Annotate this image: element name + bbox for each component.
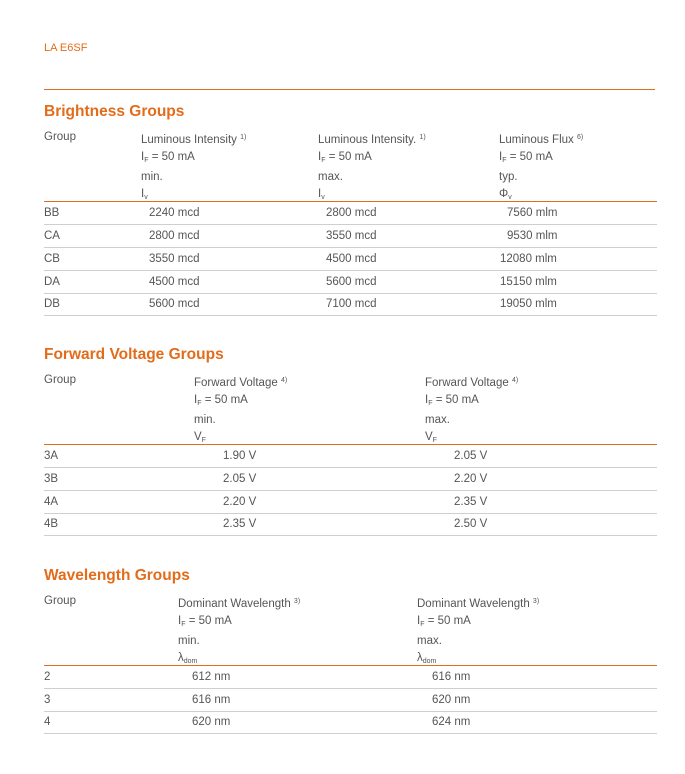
- typ-cell: 9530 mlm: [507, 230, 558, 242]
- min-cell: 616 nm: [192, 694, 231, 706]
- voltage-min-header: Forward Voltage $^{4)}$ $I_F = 50$ mA min. $V_F$: [194, 377, 288, 444]
- max-cell: 7100 mcd: [326, 298, 377, 310]
- table-row: [44, 225, 657, 248]
- flux-typ-header: Luminous Flux $^{6)}$ $I_F = 50$ mA typ. $\Phi_v$: [499, 134, 584, 201]
- group-cell: 2: [44, 671, 51, 683]
- min-cell: 2800 mcd: [149, 230, 200, 242]
- max-cell: 2.05 V: [454, 450, 488, 462]
- voltage-max-header: Forward Voltage $^{4)}$ $I_F = 50$ mA max. $V_F$: [425, 377, 519, 444]
- max-cell: 2800 mcd: [326, 207, 377, 219]
- intensity-min-header: Luminous Intensity $^{1)}$ $I_F = 50$ mA min. $I_v$: [141, 134, 247, 201]
- max-cell: 4500 mcd: [326, 253, 377, 265]
- group-cell: BB: [44, 207, 60, 219]
- wavelength-min-header: Dominant Wavelength $^{3)}$ $I_F = 50$ mA min. $\lambda_{dom}$: [178, 598, 301, 665]
- min-cell: 2240 mcd: [149, 207, 200, 219]
- group-header: Group: [44, 595, 76, 607]
- max-cell: 5600 mcd: [326, 276, 377, 288]
- max-cell: 616 nm: [432, 671, 471, 683]
- group-cell: CA: [44, 230, 60, 242]
- table-row: [44, 248, 657, 271]
- min-cell: 2.20 V: [223, 496, 257, 508]
- group-cell: 4: [44, 716, 51, 728]
- typ-cell: 15150 mlm: [500, 276, 557, 288]
- min-cell: 2.05 V: [223, 473, 257, 485]
- document-id: LA E6SF: [44, 42, 88, 54]
- max-cell: 3550 mcd: [326, 230, 377, 242]
- table-row: [44, 293, 657, 316]
- table-row: [44, 202, 657, 225]
- group-cell: 4A: [44, 496, 59, 508]
- group-cell: 3A: [44, 450, 59, 462]
- table-row: [44, 271, 657, 294]
- min-cell: 4500 mcd: [149, 276, 200, 288]
- brightness-header: [44, 129, 657, 199]
- group-header: Group: [44, 374, 76, 386]
- min-cell: 620 nm: [192, 716, 231, 728]
- max-cell: 624 nm: [432, 716, 471, 728]
- group-cell: DB: [44, 298, 60, 310]
- voltage-header: [44, 372, 657, 442]
- wavelength-header: [44, 593, 657, 663]
- brightness-section: [44, 103, 657, 310]
- table-row: [44, 491, 657, 514]
- table-row: [44, 689, 657, 712]
- voltage-title: Forward Voltage Groups: [44, 346, 224, 363]
- table-row: [44, 666, 657, 689]
- group-cell: 4B: [44, 518, 59, 530]
- voltage-section: [44, 346, 657, 530]
- table-row: [44, 468, 657, 491]
- table-row: [44, 445, 657, 468]
- intensity-max-header: Luminous Intensity. $^{1)}$ $I_F = 50$ mA max. $I_v$: [318, 134, 426, 201]
- min-cell: 2.35 V: [223, 518, 257, 530]
- group-cell: 3B: [44, 473, 59, 485]
- group-cell: CB: [44, 253, 60, 265]
- min-cell: 3550 mcd: [149, 253, 200, 265]
- wavelength-title: Wavelength Groups: [44, 567, 190, 584]
- table-row: [44, 711, 657, 734]
- min-cell: 5600 mcd: [149, 298, 200, 310]
- typ-cell: 12080 mlm: [500, 253, 557, 265]
- group-cell: DA: [44, 276, 60, 288]
- typ-cell: 7560 mlm: [507, 207, 558, 219]
- group-header: Group: [44, 131, 76, 143]
- wavelength-section: [44, 567, 657, 728]
- min-cell: 1.90 V: [223, 450, 257, 462]
- group-cell: 3: [44, 694, 51, 706]
- top-divider: [44, 89, 655, 90]
- max-cell: 620 nm: [432, 694, 471, 706]
- wavelength-max-header: Dominant Wavelength $^{3)}$ $I_F = 50$ mA max. $\lambda_{dom}$: [417, 598, 540, 665]
- max-cell: 2.50 V: [454, 518, 488, 530]
- max-cell: 2.35 V: [454, 496, 488, 508]
- min-cell: 612 nm: [192, 671, 231, 683]
- max-cell: 2.20 V: [454, 473, 488, 485]
- brightness-title: Brightness Groups: [44, 103, 185, 120]
- table-row: [44, 513, 657, 536]
- typ-cell: 19050 mlm: [500, 298, 557, 310]
